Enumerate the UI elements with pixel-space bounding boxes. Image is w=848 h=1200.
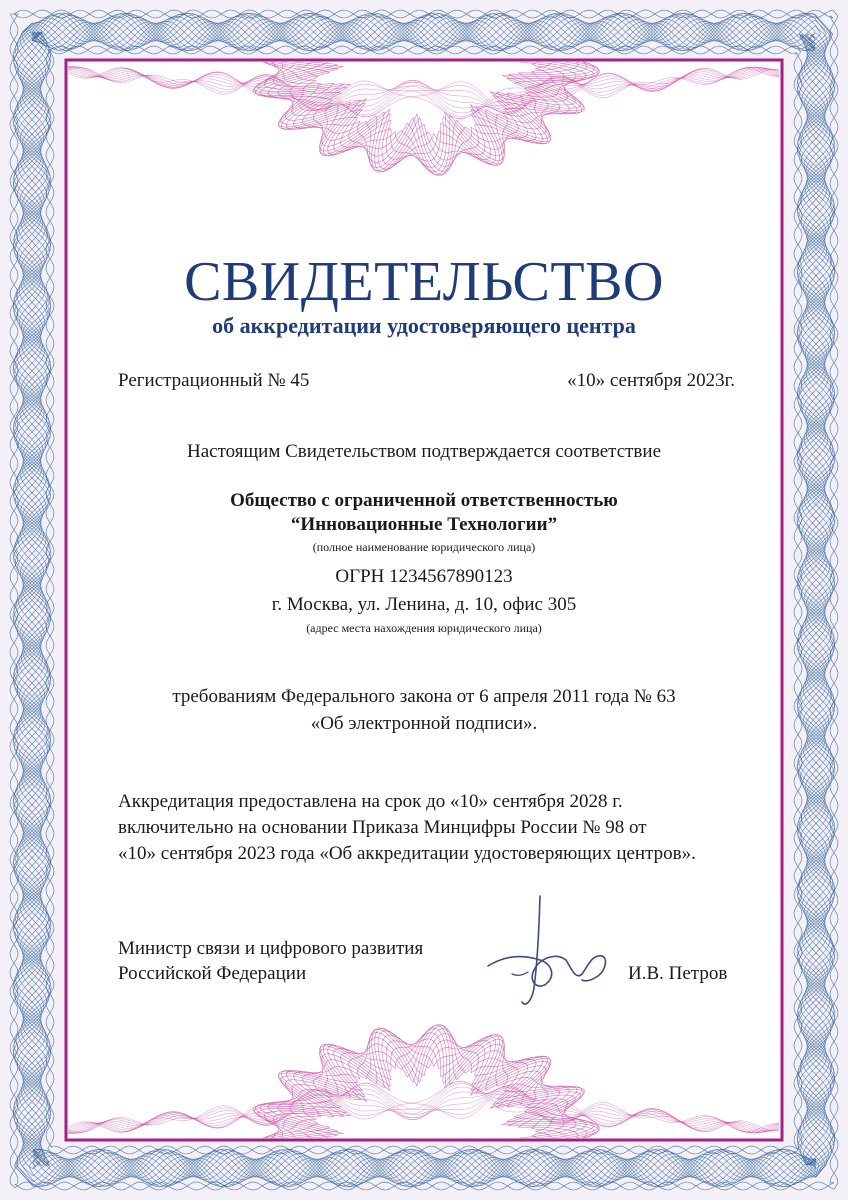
handwritten-signature (482, 890, 612, 1020)
accreditation-line3: «10» сентября 2023 года «Об аккредитации удостоверяющих центров». (118, 843, 696, 864)
accreditation-line2: включительно на основании Приказа Минцифры России № 98 от (118, 817, 647, 838)
organization-address: г. Москва, ул. Ленина, д. 10, офис 305 (271, 594, 577, 615)
signatory-name: И.В. Петров (628, 963, 728, 984)
signatory-position-line2: Российской Федерации (118, 963, 307, 984)
signatory-position-line1: Министр связи и цифрового развития (118, 938, 424, 959)
organization-name-line2: “Инновационные Технологии” (290, 514, 558, 535)
ogrn: ОГРН 1234567890123 (335, 566, 513, 587)
confirm-text: Настоящим Свидетельством подтверждается соответствие (187, 441, 661, 462)
organization-name-line1: Общество с ограниченной ответственностью (230, 490, 618, 511)
organization-address-caption: (адрес места нахождения юридического лица) (306, 621, 542, 635)
accreditation-line1: Аккредитация предоставлена на срок до «10» сентября 2028 г. (118, 791, 623, 812)
requirements-line2: «Об электронной подписи». (310, 713, 538, 734)
registration-number: Регистрационный № 45 (118, 370, 310, 391)
document-subtitle: об аккредитации удостоверяющего центра (212, 313, 636, 338)
document-title: СВИДЕТЕЛЬСТВО (184, 251, 664, 313)
requirements-line1: требованиям Федерального закона от 6 апреля 2011 года № 63 (172, 686, 676, 707)
organization-name-caption: (полное наименование юридического лица) (312, 540, 536, 554)
issue-date: «10» сентября 2023г. (567, 370, 735, 391)
